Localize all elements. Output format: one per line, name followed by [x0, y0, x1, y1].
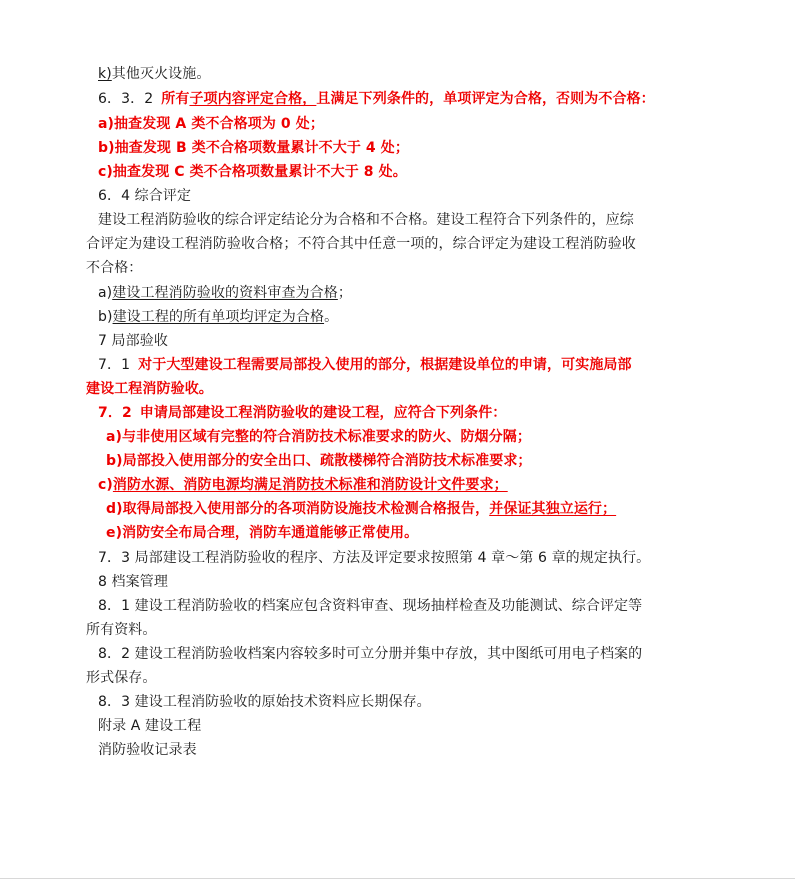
clause-7-1-continued: 建设工程消防验收。	[86, 381, 213, 397]
clause-text-part: 所有	[161, 91, 190, 107]
appendix-heading: 附录 A 建设工程	[98, 718, 202, 734]
condition-c: c)抽查发现 C 类不合格项数量累计不大于 8 处。	[98, 164, 407, 180]
clause-text-part: 且满足下列条件的，单项评定为合格，否则为不合格：	[316, 91, 655, 107]
clause-number: 7．2	[98, 405, 132, 421]
item-punct: 。	[324, 309, 339, 325]
clause-number: 7．1	[98, 357, 131, 373]
item-text-underlined: 并保证其独立运行；	[489, 501, 617, 517]
appendix-title: 消防验收记录表	[98, 742, 197, 758]
item-text: 建设工程的所有单项均评定为合格	[112, 309, 325, 325]
item-text: 其他灭火设施。	[111, 66, 211, 82]
clause-8-2: 8．2 建设工程消防验收档案内容较多时可立分册并集中存放，其中图纸可用电子档案的	[98, 646, 643, 662]
condition-7-2-c	[98, 475, 508, 495]
clause-7-2	[98, 403, 506, 423]
condition-7-2-d	[106, 499, 616, 519]
paragraph-line: 不合格：	[86, 260, 143, 276]
item-marker: k)	[98, 66, 112, 82]
clause-8-3: 8．3 建设工程消防验收的原始技术资料应长期保存。	[98, 694, 431, 710]
clause-text: 对于大型建设工程需要局部投入使用的部分，根据建设单位的申请，可实施局部	[138, 357, 632, 373]
condition-7-2-e: e)消防安全布局合理，消防车通道能够正常使用。	[106, 525, 419, 541]
clause-text-underlined: 子项内容评定合格，	[189, 91, 317, 107]
list-item-a	[98, 283, 352, 303]
section-heading-8: 8 档案管理	[98, 574, 168, 590]
item-punct: ；	[337, 285, 352, 301]
item-marker: a)	[98, 285, 113, 301]
item-marker: b)	[98, 309, 113, 325]
item-text: 消防水源、消防电源均满足消防技术标准和消防设计文件要求；	[112, 477, 508, 493]
item-text: 建设工程消防验收的资料审查为合格	[112, 285, 338, 301]
section-heading-6-4: 6．4 综合评定	[98, 188, 192, 204]
clause-number: 6．3．2	[98, 91, 154, 107]
clause-7-3: 7．3 局部建设工程消防验收的程序、方法及评定要求按照第 4 章～第 6 章的规定执行。	[98, 550, 651, 566]
clause-8-1: 8．1 建设工程消防验收的档案应包含资料审查、现场抽样检查及功能测试、综合评定等	[98, 598, 643, 614]
clause-7-1	[98, 355, 632, 375]
page-edge-divider	[0, 878, 795, 879]
item-k-other-fire-facilities	[98, 64, 210, 84]
clause-text: 申请局部建设工程消防验收的建设工程，应符合下列条件：	[139, 405, 507, 421]
section-heading-7: 7 局部验收	[98, 333, 168, 349]
clause-6-3-2	[98, 89, 655, 109]
clause-8-1-continued: 所有资料。	[86, 622, 157, 638]
condition-a: a)抽查发现 A 类不合格项为 0 处；	[98, 116, 324, 132]
clause-8-2-continued: 形式保存。	[86, 670, 157, 686]
list-item-b	[98, 307, 338, 327]
condition-7-2-a: a)与非使用区域有完整的符合消防技术标准要求的防火、防烟分隔；	[106, 429, 531, 445]
condition-7-2-b: b)局部投入使用部分的安全出口、疏散楼梯符合消防技术标准要求；	[106, 453, 532, 469]
item-marker: c)	[98, 477, 113, 493]
item-text: d)取得局部投入使用部分的各项消防设施技术检测合格报告，	[106, 501, 490, 517]
paragraph-line: 合评定为建设工程消防验收合格；不符合其中任意一项的，综合评定为建设工程消防验收	[86, 236, 636, 252]
paragraph-line: 建设工程消防验收的综合评定结论分为合格和不合格。建设工程符合下列条件的，应综	[98, 212, 634, 228]
condition-b: b)抽查发现 B 类不合格项数量累计不大于 4 处；	[98, 140, 409, 156]
